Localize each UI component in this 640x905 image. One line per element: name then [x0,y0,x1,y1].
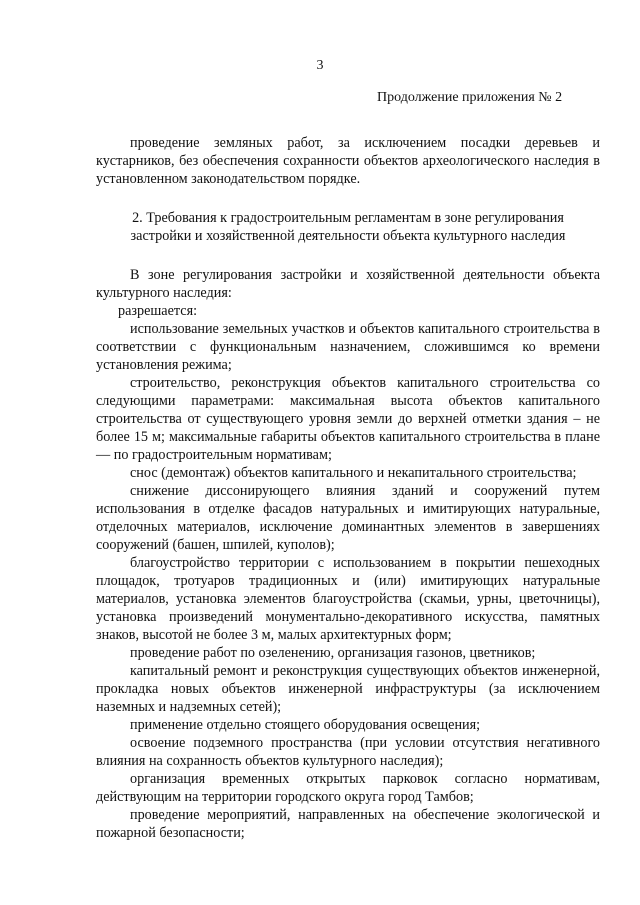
list-item: капитальный ремонт и реконструкция существующих объектов инженерной, прокладка новых объектов инженерной инфраструктуры (за исключением наземных и надземных сетей); [96,663,600,715]
allowed-label: разрешается: [118,303,198,319]
document-body [96,134,600,842]
list-item: использование земельных участков и объектов капитального строительства в соответствии с функциональным назначением, сложившимся ко времени установления режима; [96,321,600,373]
list-item: проведение работ по озеленению, организация газонов, цветников; [130,645,536,661]
list-item: освоение подземного пространства (при условии отсутствия негативного влияния на сохранность объектов культурного наследия); [96,735,600,769]
list-item: применение отдельно стоящего оборудования освещения; [130,717,481,733]
list-item: снос (демонтаж) объектов капитального и некапитального строительства; [130,465,577,481]
list-item: снижение диссонирующего влияния зданий и сооружений путем использования в отделке фасадов натуральных и имитирующих натуральные, отделочных материалов, исключение доминантных элементов в завершениях сооружений (башен, шпилей, куполов); [96,483,600,553]
appendix-continuation-note: Продолжение приложения № 2 [377,90,563,105]
section-heading: 2. Требования к градостроительным регламентам в зоне регулирования застройки и хозяйственной деятельности объекта культурного наследия [130,210,566,244]
list-item: благоустройство территории с использованием в покрытии пешеходных площадок, тротуаров традиционных и (или) имитирующих натуральные материалов, установка элементов благоустройства (скамьи, урны, цветочницы), установка произведений монументально-декоративного искусства, памятных знаков, высотой не более 3 м, малых архитектурных форм; [96,555,600,643]
list-item: строительство, реконструкция объектов капитального строительства со следующими параметрами: максимальная высота объектов капитального строительства от существующего уровня земли до верхней отметки здания – не более 15 м; максимальные габариты объектов капитального строительства в плане — по градостроительным нормативам; [96,375,600,463]
list-item: проведение мероприятий, направленных на обеспечение экологической и пожарной безопасности; [96,807,600,841]
page-number: 3 [316,58,324,73]
lead-paragraph: проведение земляных работ, за исключением посадки деревьев и кустарников, без обеспечения сохранности объектов археологического наследия в установленном законодательством порядке. [96,135,600,187]
list-item: организация временных открытых парковок согласно нормативам, действующим на территории городского округа город Тамбов; [96,771,600,805]
intro-paragraph: В зоне регулирования застройки и хозяйственной деятельности объекта культурного наследия: [96,267,600,301]
